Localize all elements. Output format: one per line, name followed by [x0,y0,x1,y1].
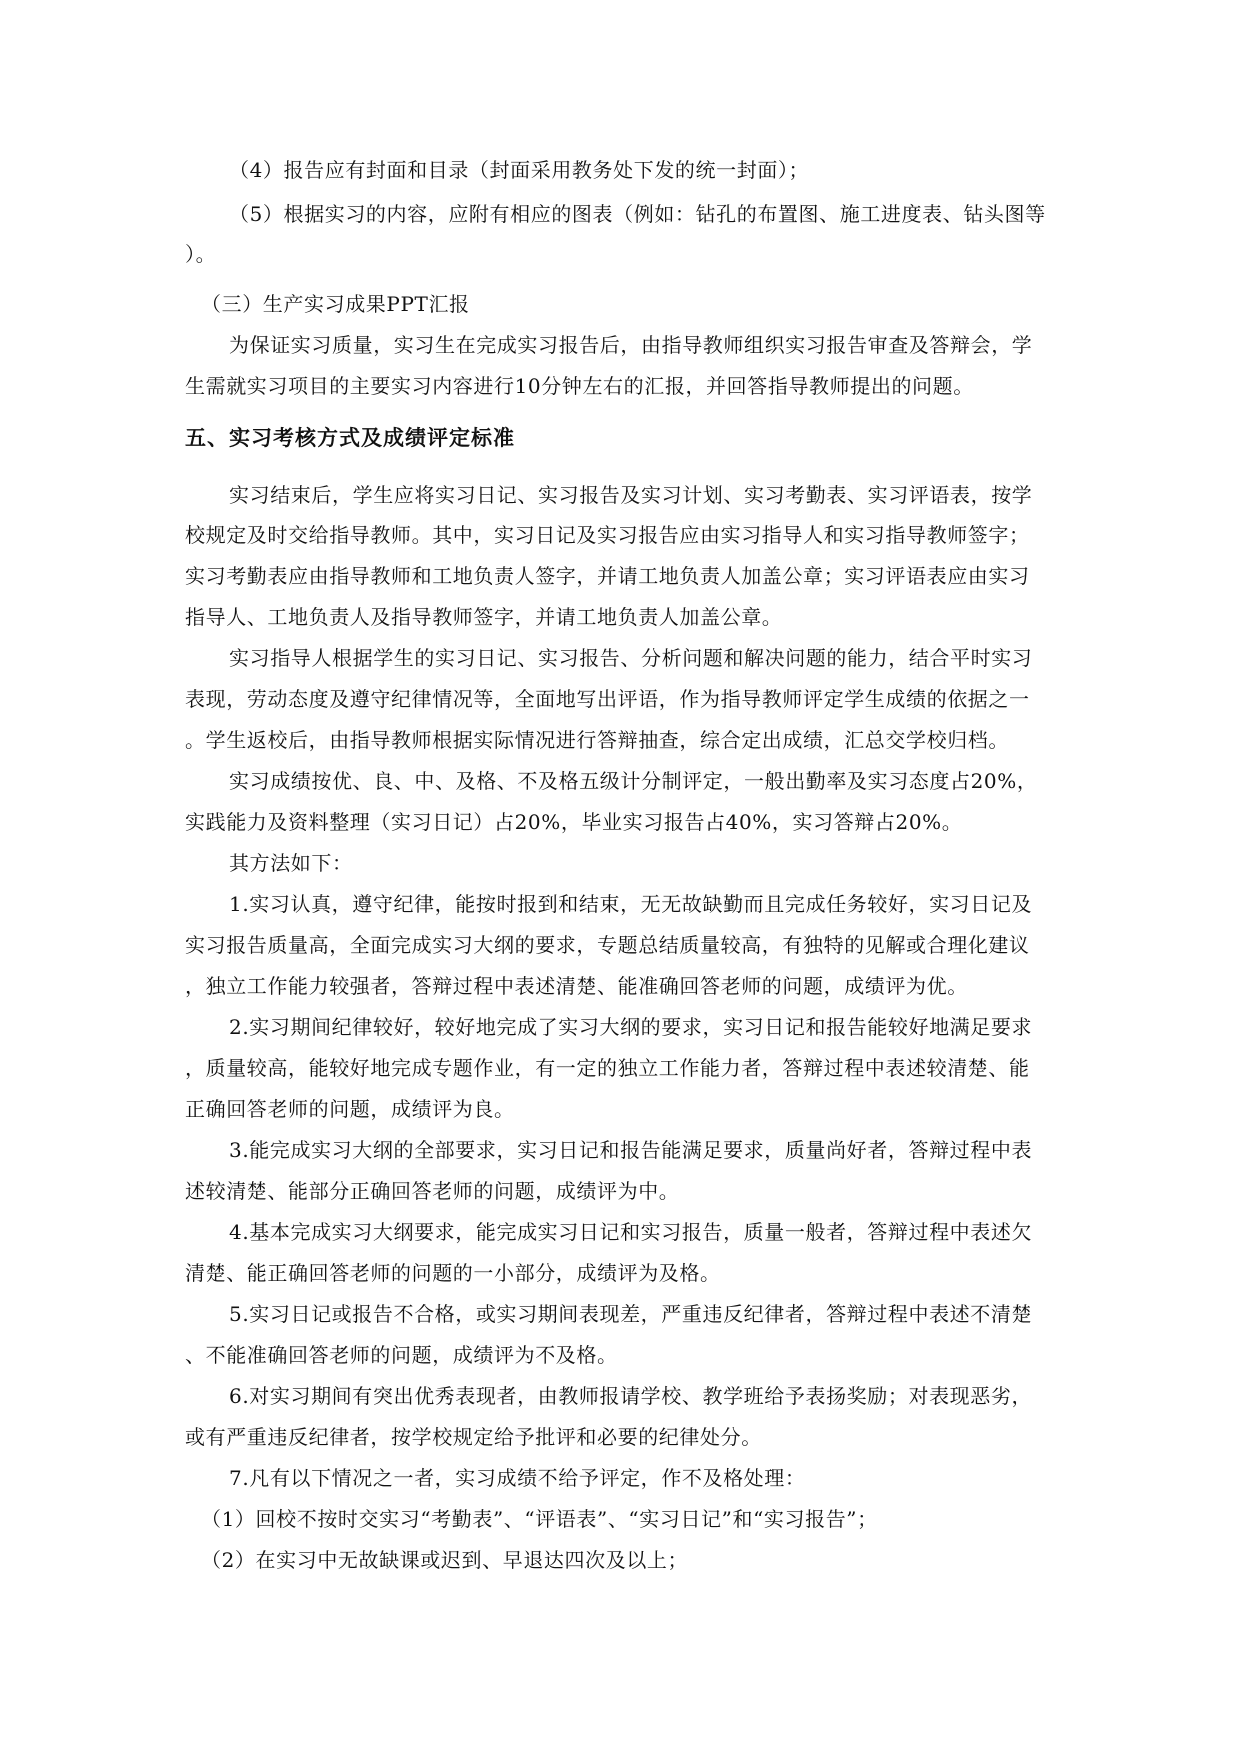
text-line: 指导人、工地负责人及指导教师签字，并请工地负责人加盖公章。 [185,605,783,629]
subsection-title: （三）生产实习成果PPT汇报 [201,292,470,316]
text-line: 为保证实习质量，实习生在完成实习报告后，由指导教师组织实习报告审查及答辩会，学 [229,333,1033,357]
text-line: 述较清楚、能部分正确回答老师的问题，成绩评为中。 [185,1179,680,1203]
text-line: 实习成绩按优、良、中、及格、不及格五级计分制评定，一般出勤率及实习态度占20%， [229,769,1038,793]
text-line: 实习报告质量高，全面完成实习大纲的要求，专题总结质量较高，有独特的见解或合理化建议 [185,933,1030,957]
text-line: 实习考勤表应由指导教师和工地负责人签字，并请工地负责人加盖公章；实习评语表应由实习 [185,564,1030,588]
text-line: 实践能力及资料整理（实习日记）占20%，毕业实习报告占40%，实习答辩占20%。 [185,810,963,834]
section-heading: 五、实习考核方式及成绩评定标准 [185,426,515,450]
text-line: 2.实习期间纪律较好，较好地完成了实习大纲的要求，实习日记和报告能较好地满足要求 [229,1015,1033,1039]
text-line: 、不能准确回答老师的问题，成绩评为不及格。 [185,1343,618,1367]
text-line: 3.能完成实习大纲的全部要求，实习日记和报告能满足要求，质量尚好者，答辩过程中表 [229,1138,1033,1162]
text-line: 1.实习认真，遵守纪律，能按时报到和结束，无无故缺勤而且完成任务较好，实习日记及 [229,892,1033,916]
text-line: 。学生返校后，由指导教师根据实际情况进行答辩抽查，综合定出成绩，汇总交学校归档。 [185,728,1009,752]
text-line: 其方法如下： [229,851,353,875]
text-line: ，独立工作能力较强者，答辩过程中表述清楚、能准确回答老师的问题，成绩评为优。 [185,974,968,998]
text-line: 正确回答老师的问题，成绩评为良。 [185,1097,515,1121]
text-line: 或有严重违反纪律者，按学校规定给予批评和必要的纪律处分。 [185,1425,762,1449]
text-line: 5.实习日记或报告不合格，或实习期间表现差，严重违反纪律者，答辩过程中表述不清楚 [229,1302,1033,1326]
text-line: 实习指导人根据学生的实习日记、实习报告、分析问题和解决问题的能力，结合平时实习 [229,646,1033,670]
text-line: 实习结束后，学生应将实习日记、实习报告及实习计划、实习考勤表、实习评语表，按学 [229,483,1033,507]
text-line: （5）根据实习的内容，应附有相应的图表（例如：钻孔的布置图、施工进度表、钻头图等 [229,202,1046,226]
text-line: （2）在实习中无故缺课或迟到、早退达四次及以上； [201,1548,689,1572]
text-line: （4）报告应有封面和目录（封面采用教务处下发的统一封面）； [229,158,810,182]
text-line: ）。 [185,242,217,266]
text-line: 4.基本完成实习大纲要求，能完成实习日记和实习报告，质量一般者，答辩过程中表述欠 [229,1220,1033,1244]
text-line: （1）回校不按时交实习“考勤表”、“评语表”、“实习日记”和“实习报告”； [201,1507,878,1531]
text-line: 7.凡有以下情况之一者，实习成绩不给予评定，作不及格处理： [229,1466,806,1490]
text-line: 6.对实习期间有突出优秀表现者，由教师报请学校、教学班给予表扬奖励；对表现恶劣， [229,1384,1033,1408]
text-line: ，质量较高，能较好地完成专题作业，有一定的独立工作能力者，答辩过程中表述较清楚、能 [185,1056,1030,1080]
text-line: 表现，劳动态度及遵守纪律情况等，全面地写出评语，作为指导教师评定学生成绩的依据之一 [185,687,1030,711]
text-line: 清楚、能正确回答老师的问题的一小部分，成绩评为及格。 [185,1261,721,1285]
text-line: 校规定及时交给指导教师。其中，实习日记及实习报告应由实习指导人和实习指导教师签字； [185,523,1030,547]
text-line: 生需就实习项目的主要实习内容进行10分钟左右的汇报，并回答指导教师提出的问题。 [185,374,974,398]
